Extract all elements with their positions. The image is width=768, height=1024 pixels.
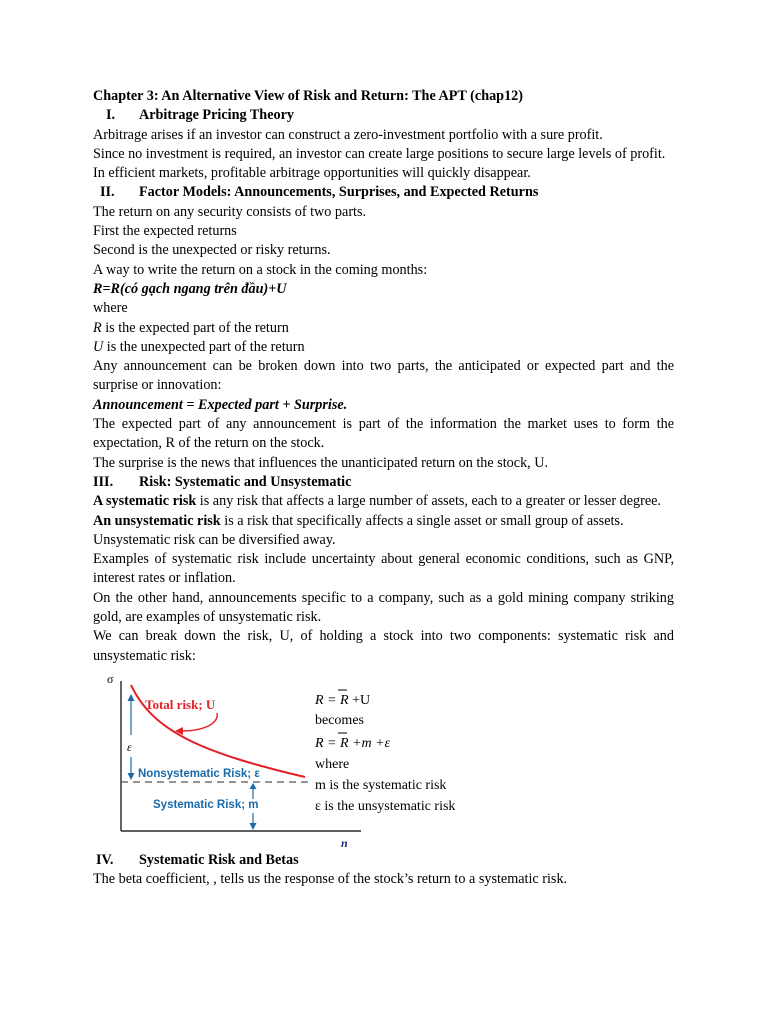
definition-text: is a risk that specifically affects a single asset or small group of assets. <box>220 512 624 529</box>
section-title: Risk: Systematic and Unsystematic <box>139 473 352 490</box>
paragraph: Second is the unexpected or risky returns. <box>93 242 331 259</box>
paragraph: Any announcement can be broken down into two parts, the anticipated or expected part and the surprise or innovation: <box>93 358 674 394</box>
paragraph: Since no investment is required, an investor can create large positions to secure large levels of profit. <box>93 145 666 162</box>
paragraph: Unsystematic risk can be diversified away. <box>93 531 336 548</box>
eq2-r-bar: R <box>340 735 349 751</box>
paragraph: The beta coefficient, , tells us the response of the stock’s return to a systematic risk. <box>93 871 568 888</box>
paragraph: In efficient markets, profitable arbitrage opportunities will quickly disappear. <box>93 165 531 182</box>
definition-r <box>93 319 674 338</box>
symbol: U <box>93 338 104 355</box>
document-body <box>93 87 674 890</box>
definition-text: is the expected part of the return <box>101 319 289 336</box>
y-axis-label: σ <box>107 671 114 686</box>
section-heading-3 <box>93 473 674 492</box>
paragraph: We can break down the risk, U, of holding a stock into two components: systematic risk and unsystematic risk: <box>93 628 674 664</box>
section-heading-1 <box>93 106 674 125</box>
paragraph: Examples of systematic risk include uncertainty about general economic conditions, such as GNP, interest rates or inflation. <box>93 551 674 587</box>
systematic-arrowhead-up <box>250 783 257 789</box>
systematic-risk-label: Systematic Risk; m <box>153 798 259 811</box>
nonsystematic-risk-label: Nonsystematic Risk; ε <box>138 767 260 780</box>
formula: Announcement = Expected part + Surprise. <box>93 396 348 413</box>
eq2-part-b: +m +ε <box>348 735 391 751</box>
section-number: II. <box>100 184 115 201</box>
eq2-part-a: R = <box>315 735 340 751</box>
equation-2 <box>314 736 391 751</box>
section-number: IV. <box>96 851 114 868</box>
paragraph: First the expected returns <box>93 223 237 240</box>
eq1-r-bar: R <box>340 692 349 708</box>
total-risk-label <box>145 697 216 712</box>
definition-unsystematic <box>93 512 674 531</box>
definition-text: is any risk that affects a large number of assets, each to a greater or lesser degree. <box>196 493 661 510</box>
paragraph: The return on any security consists of two parts. <box>93 203 367 220</box>
where-text: where <box>315 756 350 772</box>
paragraph: The expected part of any announcement is part of the information the market uses to form the expectation, R of the return on the stock. <box>93 416 674 452</box>
m-definition: m is the systematic risk <box>315 777 447 793</box>
eq1-part-b: +U <box>348 692 371 708</box>
section-title: Systematic Risk and Betas <box>139 851 299 868</box>
section-title: Arbitrage Pricing Theory <box>139 107 294 124</box>
total-risk-text: Total risk; U <box>145 696 216 712</box>
section-heading-2 <box>93 183 674 202</box>
paragraph: The surprise is the news that influences the unanticipated return on the stock, U. <box>93 454 549 471</box>
risk-diversification-figure <box>93 667 465 851</box>
formula: R=R(có gạch ngang trên đầu)+U <box>93 280 287 297</box>
section-number: I. <box>106 107 116 124</box>
definition-u <box>93 338 674 357</box>
total-risk-arrow <box>181 713 217 731</box>
paragraph: Arbitrage arises if an investor can construct a zero-investment portfolio with a sure profit. <box>93 126 603 143</box>
term: An unsystematic risk <box>93 512 221 529</box>
epsilon-definition: ε is the unsystematic risk <box>315 798 456 814</box>
paragraph: A way to write the return on a stock in the coming months: <box>93 261 428 278</box>
definition-systematic <box>93 492 674 511</box>
x-axis-label: n <box>341 835 348 850</box>
symbol: R <box>93 319 102 336</box>
risk-diagram <box>93 667 465 851</box>
eq1-part-a: R = <box>315 692 340 708</box>
section-number: III. <box>93 473 114 490</box>
section-title: Factor Models: Announcements, Surprises, and Expected Returns <box>139 184 539 201</box>
bracket-arrowhead-up <box>128 694 135 701</box>
becomes-text: becomes <box>315 712 364 728</box>
paragraph: where <box>93 300 128 317</box>
definition-text: is the unexpected part of the return <box>103 338 305 355</box>
systematic-arrowhead-down <box>250 823 257 830</box>
equation-1 <box>314 693 370 708</box>
epsilon-label: ε <box>127 739 132 754</box>
chapter-title: Chapter 3: An Alternative View of Risk and Return: The APT (chap12) <box>93 88 523 104</box>
section-heading-4 <box>93 851 674 870</box>
paragraph: On the other hand, announcements specific to a company, such as a gold mining company striking gold, are examples of unsystematic risk. <box>93 589 674 626</box>
term: A systematic risk <box>93 493 197 510</box>
bracket-arrowhead-down <box>128 773 135 780</box>
